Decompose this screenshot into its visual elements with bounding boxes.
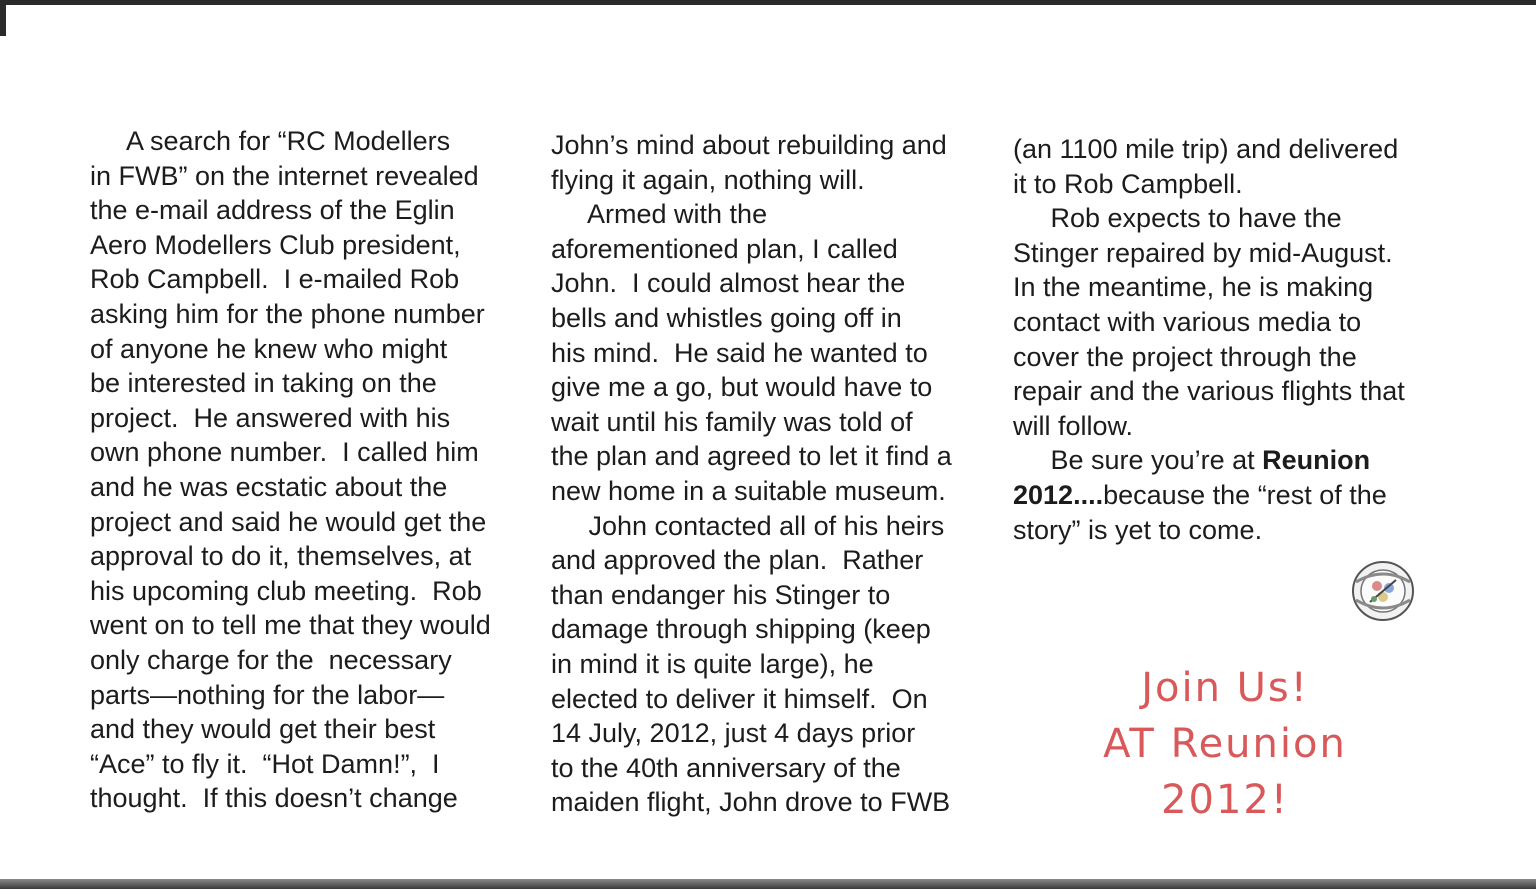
scan-edge-top [0, 0, 1536, 5]
text-line: 14 July, 2012, just 4 days prior [551, 718, 916, 749]
handwritten-note [1060, 660, 1390, 828]
text-line: Aero Modellers Club president, [90, 229, 461, 260]
text-line: (an 1100 mile trip) and delivered [1013, 134, 1399, 164]
text-line: damage through shipping (keep [551, 614, 931, 645]
text-line: will follow. [1013, 410, 1134, 441]
text-line: be interested in taking on the [90, 368, 437, 399]
handwritten-line-1: Join Us! [1141, 665, 1309, 711]
text-line: his upcoming club meeting. Rob [90, 575, 482, 606]
reunion-bold-text: Reunion [1262, 445, 1371, 476]
text-line: contact with various media to [1013, 306, 1362, 337]
text-line: “Ace” to fly it. “Hot Damn!”, I [90, 748, 440, 779]
text-line: went on to tell me that they would [90, 610, 491, 641]
text-line: flying it again, nothing will. [551, 164, 865, 195]
article-column-2 [551, 128, 952, 820]
text-line: John contacted all of his heirs [551, 510, 945, 541]
text-line: wait until his family was told of [551, 406, 913, 437]
text-line: and approved the plan. Rather [551, 545, 924, 576]
text-line: elected to deliver it himself. On [551, 683, 928, 714]
text-line: In the meantime, he is making [1013, 272, 1374, 303]
text-line: cover the project through the [1013, 341, 1357, 372]
text-line: Armed with the [551, 199, 768, 230]
article-column-1 [90, 124, 491, 816]
text-line: it to Rob Campbell. [1013, 168, 1243, 199]
text-line: thought. If this doesn’t change [90, 783, 458, 814]
text-line: aforementioned plan, I called [551, 233, 898, 264]
year-bold-text: 2012.... [1013, 479, 1104, 510]
text-line: asking him for the phone number [90, 298, 485, 329]
text-line: A search for “RC Modellers [90, 126, 451, 156]
squadron-patch-icon [1350, 558, 1416, 624]
text-line: of anyone he knew who might [90, 333, 448, 364]
text-line: give me a go, but would have to [551, 372, 933, 403]
text-line: Rob expects to have the [1013, 203, 1342, 234]
text-line: parts—nothing for the labor— [90, 679, 445, 710]
text-line: the plan and agreed to let it find a [551, 441, 952, 472]
handwritten-line-2: AT Reunion [1103, 721, 1347, 767]
closing-text: because the “rest of the [1103, 479, 1387, 510]
text-line: only charge for the necessary [90, 644, 452, 675]
text-line: John’s mind about rebuilding and [551, 130, 947, 160]
scan-edge-bottom [0, 879, 1536, 889]
scan-edge-left [0, 0, 6, 36]
text-line: the e-mail address of the Eglin [90, 195, 455, 226]
text-line: project and said he would get the [90, 506, 487, 537]
text-line: Rob Campbell. I e-mailed Rob [90, 264, 460, 295]
text-line: his mind. He said he wanted to [551, 337, 928, 368]
text-line: John. I could almost hear the [551, 268, 906, 299]
text-line: new home in a suitable museum. [551, 475, 946, 506]
text-line: repair and the various flights that [1013, 376, 1405, 407]
article-column-3 [1013, 132, 1405, 547]
text-line: in FWB” on the internet revealed [90, 160, 479, 191]
text-line: approval to do it, themselves, at [90, 541, 472, 572]
handwritten-line-3: 2012! [1161, 777, 1289, 823]
text-line: own phone number. I called him [90, 437, 479, 468]
text-line: and they would get their best [90, 714, 436, 745]
closing-text: Be sure you’re at [1013, 445, 1263, 476]
text-line: in mind it is quite large), he [551, 648, 874, 679]
text-line: than endanger his Stinger to [551, 579, 891, 610]
text-line: Stinger repaired by mid-August. [1013, 237, 1393, 268]
text-line: project. He answered with his [90, 402, 451, 433]
text-line: to the 40th anniversary of the [551, 752, 901, 783]
closing-line-3: story” is yet to come. [1013, 514, 1263, 545]
closing-line-2 [1013, 478, 1405, 513]
text-line: and he was ecstatic about the [90, 471, 448, 502]
text-line: bells and whistles going off in [551, 302, 902, 333]
closing-line-1 [1013, 443, 1405, 478]
text-line: maiden flight, John drove to FWB [551, 787, 951, 818]
